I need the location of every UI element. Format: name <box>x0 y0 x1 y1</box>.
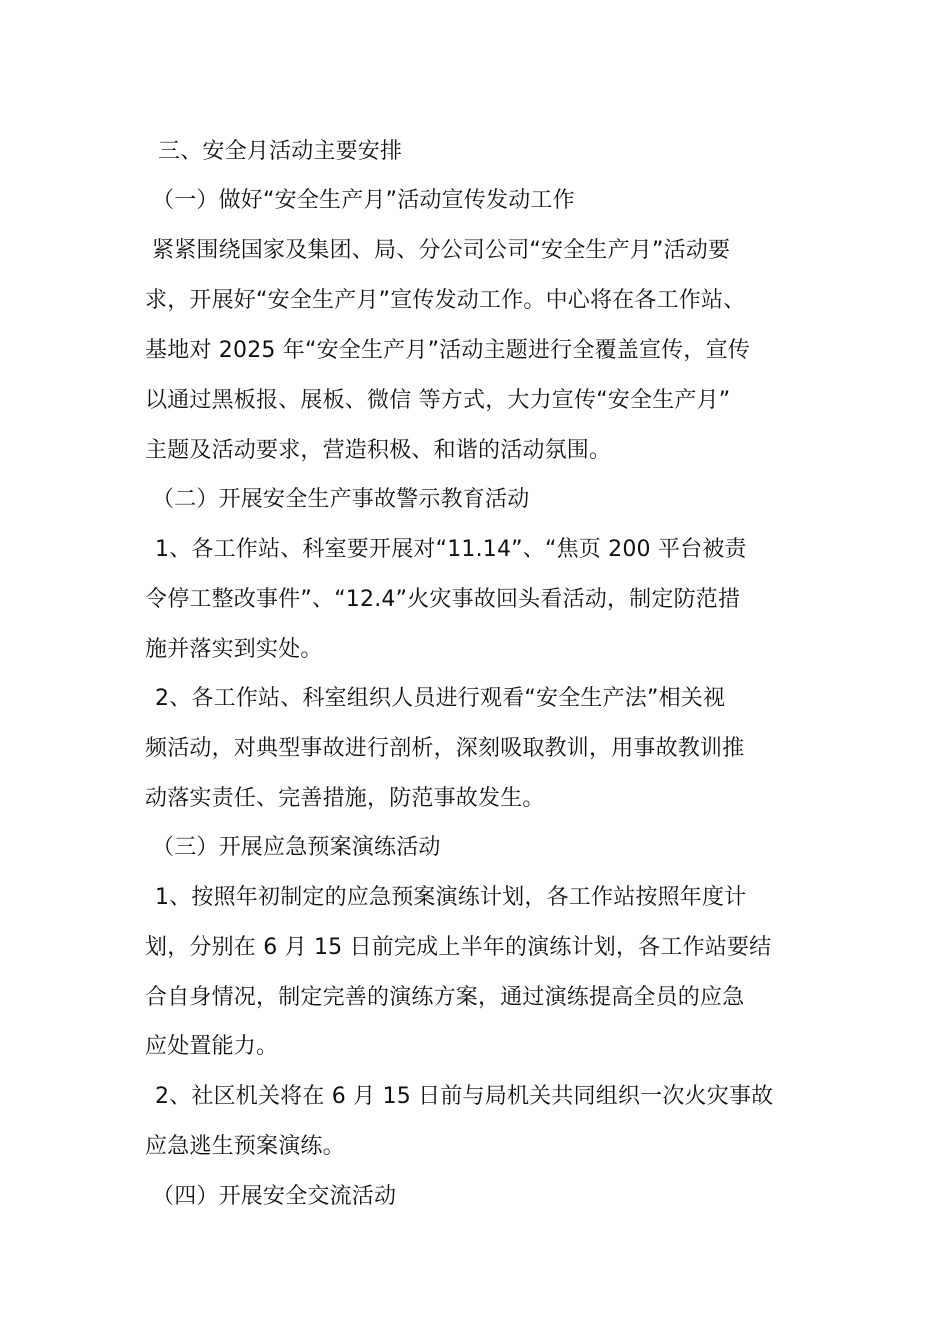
paragraph-line: 主题及活动要求，营造积极、和谐的活动氛围。 <box>145 438 612 463</box>
paragraph-line: 基地对 2025 年“安全生产月”活动主题进行全覆盖宣传，宣传 <box>145 338 750 363</box>
section-heading: 三、安全月活动主要安排 <box>158 139 403 164</box>
subsection-heading-3: （三）开展应急预案演练活动 <box>152 835 441 860</box>
paragraph-line: 动落实责任、完善措施，防范事故发生。 <box>145 786 545 811</box>
paragraph-line: 划，分别在 6 月 15 日前完成上半年的演练计划，各工作站要结 <box>145 935 772 960</box>
subsection-heading-2: （二）开展安全生产事故警示教育活动 <box>152 487 530 512</box>
paragraph-line: 1、各工作站、科室要开展对“11.14”、“焦页 200 平台被责 <box>155 537 747 562</box>
paragraph-line: 紧紧围绕国家及集团、局、分公司公司“安全生产月”活动要 <box>152 238 731 263</box>
subsection-heading-4: （四）开展安全交流活动 <box>152 1184 397 1209</box>
paragraph-line: 施并落实到实处。 <box>145 637 323 662</box>
paragraph-line: 2、各工作站、科室组织人员进行观看“安全生产法”相关视 <box>155 686 726 711</box>
subsection-heading-1: （一）做好“安全生产月”活动宣传发动工作 <box>152 188 575 213</box>
paragraph-line: 1、按照年初制定的应急预案演练计划，各工作站按照年度计 <box>155 885 747 910</box>
paragraph-line: 以通过黑板报、展板、微信 等方式，大力宣传“安全生产月” <box>145 388 731 413</box>
paragraph-line: 求，开展好“安全生产月”宣传发动工作。中心将在各工作站、 <box>145 288 746 313</box>
paragraph-line: 2、社区机关将在 6 月 15 日前与局机关共同组织一次火灾事故 <box>155 1084 774 1109</box>
paragraph-line: 合自身情况，制定完善的演练方案，通过演练提高全员的应急 <box>145 985 745 1010</box>
paragraph-line: 应急逃生预案演练。 <box>145 1134 345 1159</box>
paragraph-line: 频活动，对典型事故进行剖析，深刻吸取教训，用事故教训推 <box>145 736 745 761</box>
paragraph-line: 令停工整改事件”、“12.4”火灾事故回头看活动，制定防范措 <box>145 587 741 612</box>
paragraph-line: 应处置能力。 <box>145 1034 279 1059</box>
